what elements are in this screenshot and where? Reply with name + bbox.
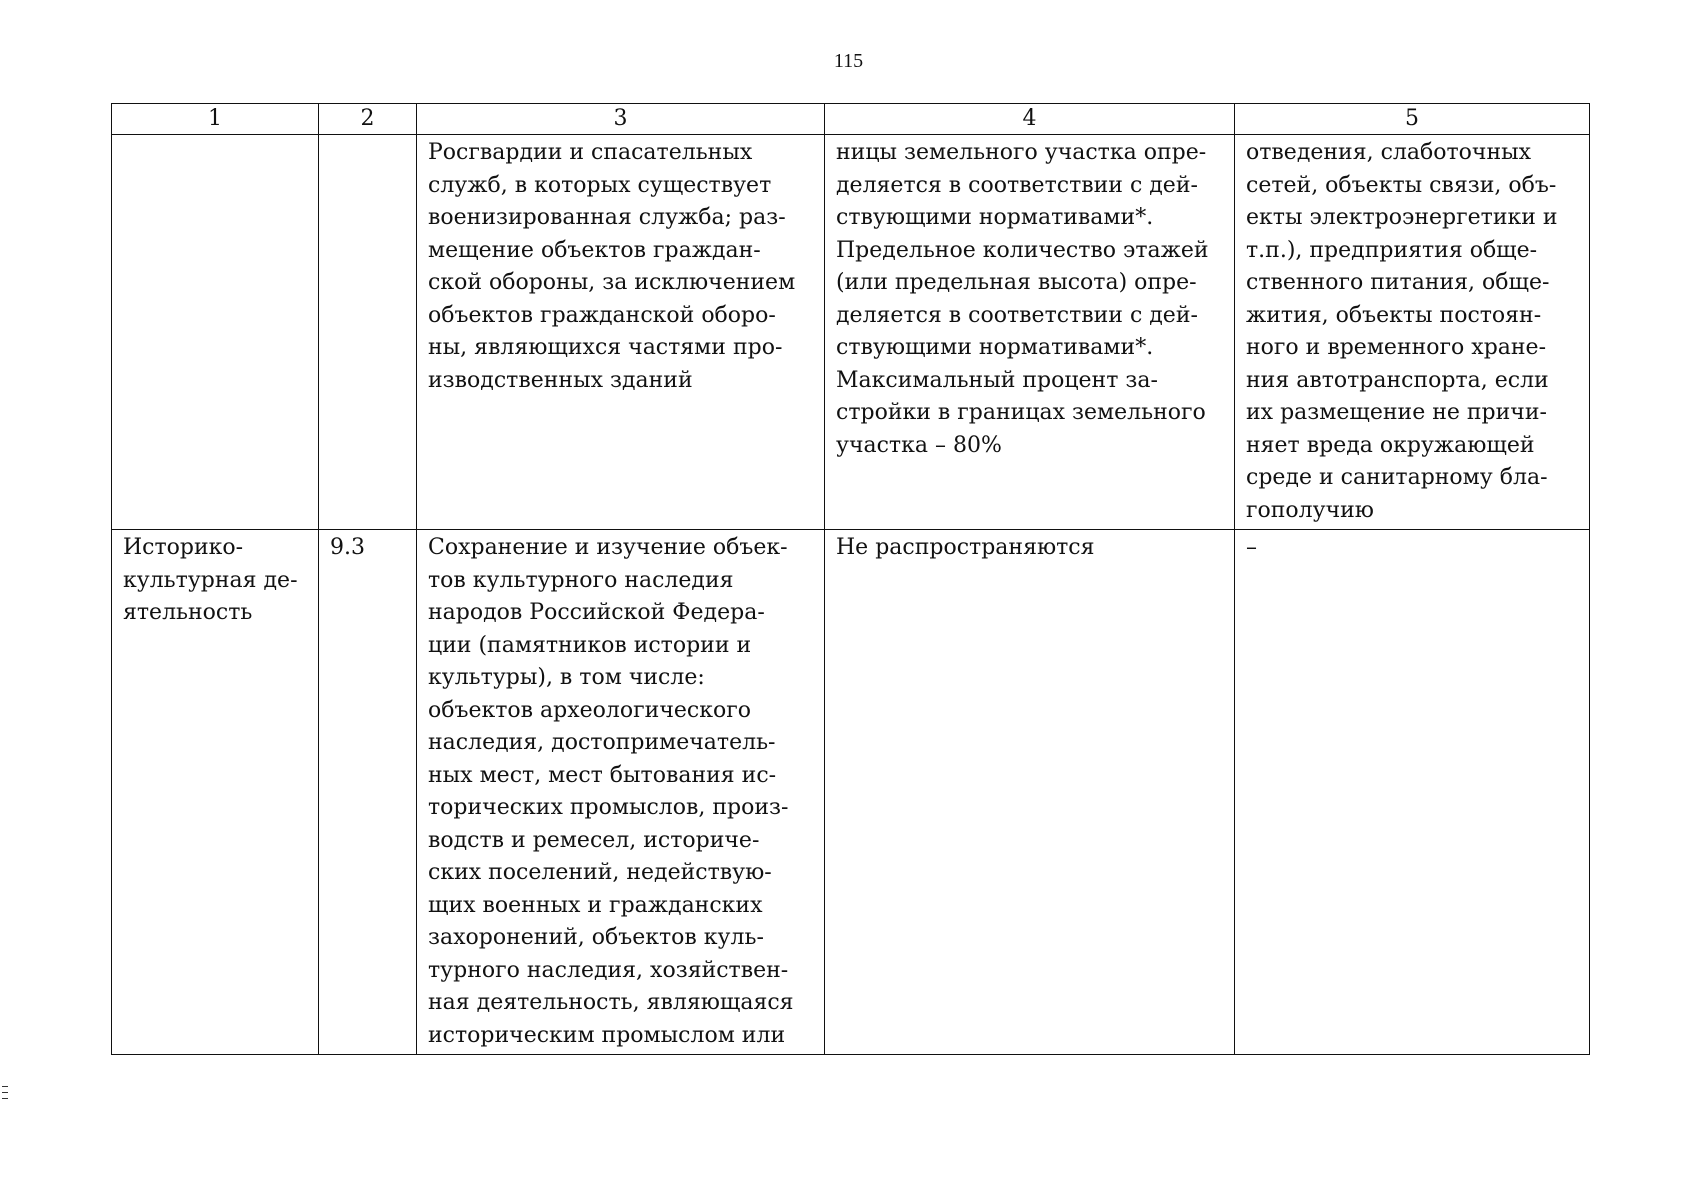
cell-text: Сохранение и изучение объек- тов культурного наследия народов Российской Федера- ции (памятников истории и культуры), в том числе: объектов археологического наследия, достопримечатель- ных мест, мест бытования ис- торических промыслов, произ- водств и ремесел, историче- ских поселений, недействую- щих военных и гражданских захоронений, объектов куль- турного наследия, хозяйствен- ная деятельность, являющаяся историческим промыслом или [428,535,794,1048]
cell-text: 9.3 [330,535,365,560]
cell-parameters [825,135,1235,530]
cell-text: Не распространяются [836,535,1095,560]
cell-text: отведения, слаботочных сетей, объекты связи, объ- екты электроэнергетики и т.п.), предприятия обще- ственного питания, обще- жития, объекты постоян- ного и временного хране- ния автотранспорта, если их размещение не причи- няет вреда окружающей среде и санитарному бла- гополучию [1246,140,1558,523]
cell-text: ницы земельного участка опре- деляется в соответствии с дей- ствующими нормативами*. Предельное количество этажей (или предельная высота) опре- деляется в соответствии с дей- ствующими нормативами*. Максимальный процент за- стройки в границах земельного участка – 80% [836,140,1209,458]
cell-auxiliary-uses [1235,530,1590,1055]
table-row [112,135,1590,530]
cell-description [417,530,825,1055]
cell-usage-type [112,135,319,530]
cell-code [319,530,417,1055]
cell-text: – [1246,535,1257,560]
cell-auxiliary-uses [1235,135,1590,530]
cell-description [417,135,825,530]
scan-artifact [2,1098,8,1099]
cell-usage-type [112,530,319,1055]
page-number: 115 [833,50,864,72]
cell-text: Росгвардии и спасательных служб, в которых существует военизированная служба; раз- мещение объектов граждан- ской обороны, за исключением объектов гражданской оборо- ны, являющихся частями про- изводственных зданий [428,140,796,393]
document-table [111,103,1590,1055]
cell-text: Историко- культурная де- ятельность [123,535,298,625]
scan-artifact [2,1086,8,1087]
cell-parameters [825,530,1235,1055]
table-header-row [112,104,1590,135]
header-col-5: 5 [1235,104,1590,135]
table-row [112,530,1590,1055]
cell-code [319,135,417,530]
header-col-4: 4 [825,104,1235,135]
header-col-2: 2 [319,104,417,135]
header-col-3: 3 [417,104,825,135]
scan-artifact [2,1092,8,1093]
header-col-1: 1 [112,104,319,135]
